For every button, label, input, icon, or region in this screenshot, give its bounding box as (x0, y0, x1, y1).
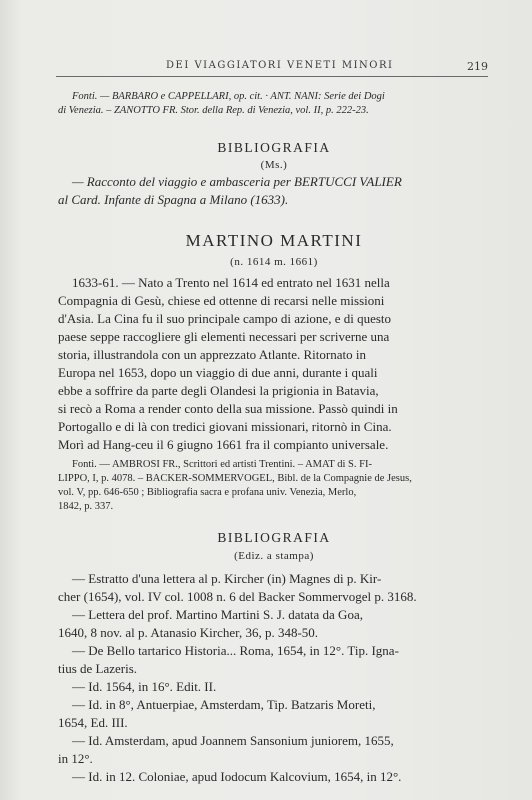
fonti-line: Fonti. — AMBROSI FR., Scrittori ed artisti Trentini. – AMAT di S. FI- (72, 459, 372, 470)
bibliografia-entries-2 (58, 570, 490, 786)
bibliografia-subheading-1: (Ms.) (260, 159, 288, 171)
bibliografia-subheading-2: (Ediz. a stampa) (234, 550, 314, 562)
bib-line: — Lettera del prof. Martino Martini S. J. datata da Goa, (72, 607, 363, 622)
bio-line: 1633-61. — Nato a Trento nel 1614 ed entrato nel 1631 nella (72, 275, 390, 290)
bib-line: 1654, Ed. III. (58, 715, 128, 730)
fonti-line: vol. V, pp. 646-650 ; Bibliografia sacra e profana univ. Venezia, Merlo, (58, 487, 357, 498)
section-title-martini: MARTINO MARTINI (185, 231, 363, 250)
bio-line: Portogallo e di là con tredici giovani missionari, ritornò in Cina. (58, 419, 392, 434)
bib-line: — Id. Amsterdam, apud Joannem Sansonium juniorem, 1655, (72, 733, 394, 748)
bib-line: 1640, 8 nov. al p. Atanasio Kircher, 36, p. 348-50. (58, 625, 319, 640)
bio-line: si recò a Roma a render conto della sua missione. Passò quindi in (58, 401, 398, 416)
bib-line: — Racconto del viaggio e ambasceria per BERTUCCI VALIER (72, 174, 402, 189)
bibliografia-heading-1: BIBLIOGRAFIA (217, 140, 331, 155)
bibliografia-entries-1 (58, 173, 490, 209)
header-rule (56, 76, 488, 77)
bio-line: storia, illustrandola con un apprezzato Atlante. Ritornato in (58, 347, 366, 362)
bib-line: — Id. 1564, in 16°. Edit. II. (72, 679, 217, 694)
page-number: 219 (467, 60, 488, 73)
bib-line: cher (1654), vol. IV col. 1008 n. 6 del Backer Sommervogel p. 3168. (58, 589, 417, 604)
bio-line: Europa nel 1653, dopo un viaggio di due anni, durante i quali (58, 365, 378, 380)
fonti-note-1 (58, 90, 490, 118)
bib-line: — Id. in 12. Coloniae, apud Iodocum Kalcovium, 1654, in 12°. (72, 769, 402, 784)
bib-line: — Id. in 8°, Antuerpiae, Amsterdam, Tip. Batzaris Moreti, (72, 697, 376, 712)
bio-line: paese seppe raccogliere gli elementi necessari per scriverne una (58, 329, 390, 344)
bib-line: in 12°. (58, 751, 93, 766)
fonti-line: LIPPO, I, p. 4078. – BACKER-SOMMERVOGEL, Bibl. de la Compagnie de Jesus, (58, 473, 412, 484)
bio-line: d'Asia. La Cina fu il suo principale campo di azione, e di questo (58, 311, 392, 326)
bio-line: Morì ad Hang-ceu il 6 giugno 1661 fra il compianto universale. (58, 437, 389, 452)
bio-line: Compagnia di Gesù, chiese ed ottenne di recarsi nelle missioni (58, 293, 385, 308)
fonti-line: 1842, p. 337. (58, 501, 114, 512)
bib-line: — De Bello tartarico Historia... Roma, 1654, in 12°. Tip. Igna- (72, 643, 399, 658)
life-dates: (n. 1614 m. 1661) (230, 256, 318, 268)
bib-line: tius de Lazeris. (58, 661, 138, 676)
biography-paragraph (58, 274, 490, 454)
bib-line: — Estratto d'una lettera al p. Kircher (in) Magnes di p. Kir- (72, 571, 382, 586)
page-content (58, 84, 490, 786)
bib-line: al Card. Infante di Spagna a Milano (1633). (58, 192, 289, 207)
running-title: DEI VIAGGIATORI VENETI MINORI (166, 60, 394, 71)
fonti-line: Fonti. — BARBARO e CAPPELLARI, op. cit. · ANT. NANI: Serie dei Dogi (72, 91, 385, 102)
bibliografia-heading-2: BIBLIOGRAFIA (217, 530, 331, 545)
fonti-note-2 (58, 458, 490, 514)
fonti-line: di Venezia. – ZANOTTO FR. Stor. della Rep. di Venezia, vol. II, p. 222-23. (58, 105, 369, 116)
bio-line: ebbe a soffrire da parte degli Olandesi la prigionia in Batavia, (58, 383, 379, 398)
